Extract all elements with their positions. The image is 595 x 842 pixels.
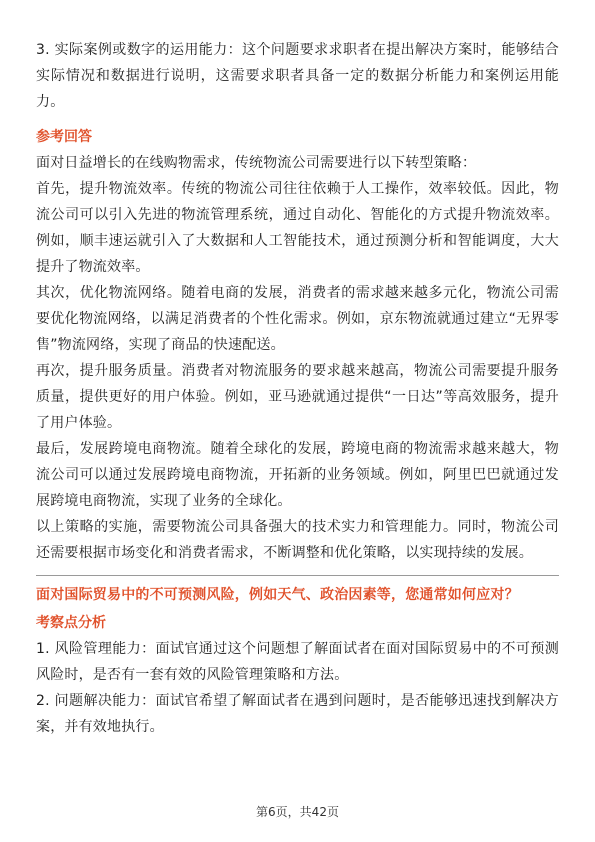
page-content [36, 37, 559, 740]
answer-paragraph: 最后，发展跨境电商物流。随着全球化的发展，跨境电商的物流需求越来越大，物流公司可以通过发展跨境电商物流，开拓新的业务领域。例如，阿里巴巴就通过发展跨境电商物流，实现了业务的全球化。 [36, 441, 559, 509]
page-number: 第6页，共42页 [256, 805, 339, 819]
answer-paragraph: 面对日益增长的在线购物需求，传统物流公司需要进行以下转型策略： [36, 155, 477, 171]
section-divider [36, 575, 559, 576]
analysis-heading: 考察点分析 [36, 615, 106, 631]
answer-paragraph: 其次，优化物流网络。随着电商的发展，消费者的需求越来越多元化，物流公司需要优化物流网络，以满足消费者的个性化需求。例如，京东物流就通过建立“无界零售”物流网络，实现了商品的快速配送。 [36, 285, 559, 353]
intro-list-item: 3. 实际案例或数字的运用能力：这个问题要求求职者在提出解决方案时，能够结合实际情况和数据进行说明，这需要求职者具备一定的数据分析能力和案例运用能力。 [36, 42, 559, 110]
analysis-item: 2. 问题解决能力：面试官希望了解面试者在遇到问题时，是否能够迅速找到解决方案，并有效地执行。 [36, 693, 559, 735]
analysis-item: 1. 风险管理能力：面试官通过这个问题想了解面试者在面对国际贸易中的不可预测风险时，是否有一套有效的风险管理策略和方法。 [36, 641, 559, 683]
answer-paragraph: 再次，提升服务质量。消费者对物流服务的要求越来越高，物流公司需要提升服务质量，提供更好的用户体验。例如，亚马逊就通过提供“一日达”等高效服务，提升了用户体验。 [36, 363, 559, 431]
question-title: 面对国际贸易中的不可预测风险，例如天气、政治因素等，您通常如何应对？ [36, 587, 519, 603]
reference-answer-heading: 参考回答 [36, 129, 92, 145]
answer-paragraph: 首先，提升物流效率。传统的物流公司往往依赖于人工操作，效率较低。因此，物流公司可以引入先进的物流管理系统，通过自动化、智能化的方式提升物流效率。例如，顺丰速运就引入了大数据和人工智能技术，通过预测分析和智能调度，大大提升了物流效率。 [36, 181, 559, 275]
answer-paragraph: 以上策略的实施，需要物流公司具备强大的技术实力和管理能力。同时，物流公司还需要根据市场变化和消费者需求，不断调整和优化策略，以实现持续的发展。 [36, 519, 559, 561]
